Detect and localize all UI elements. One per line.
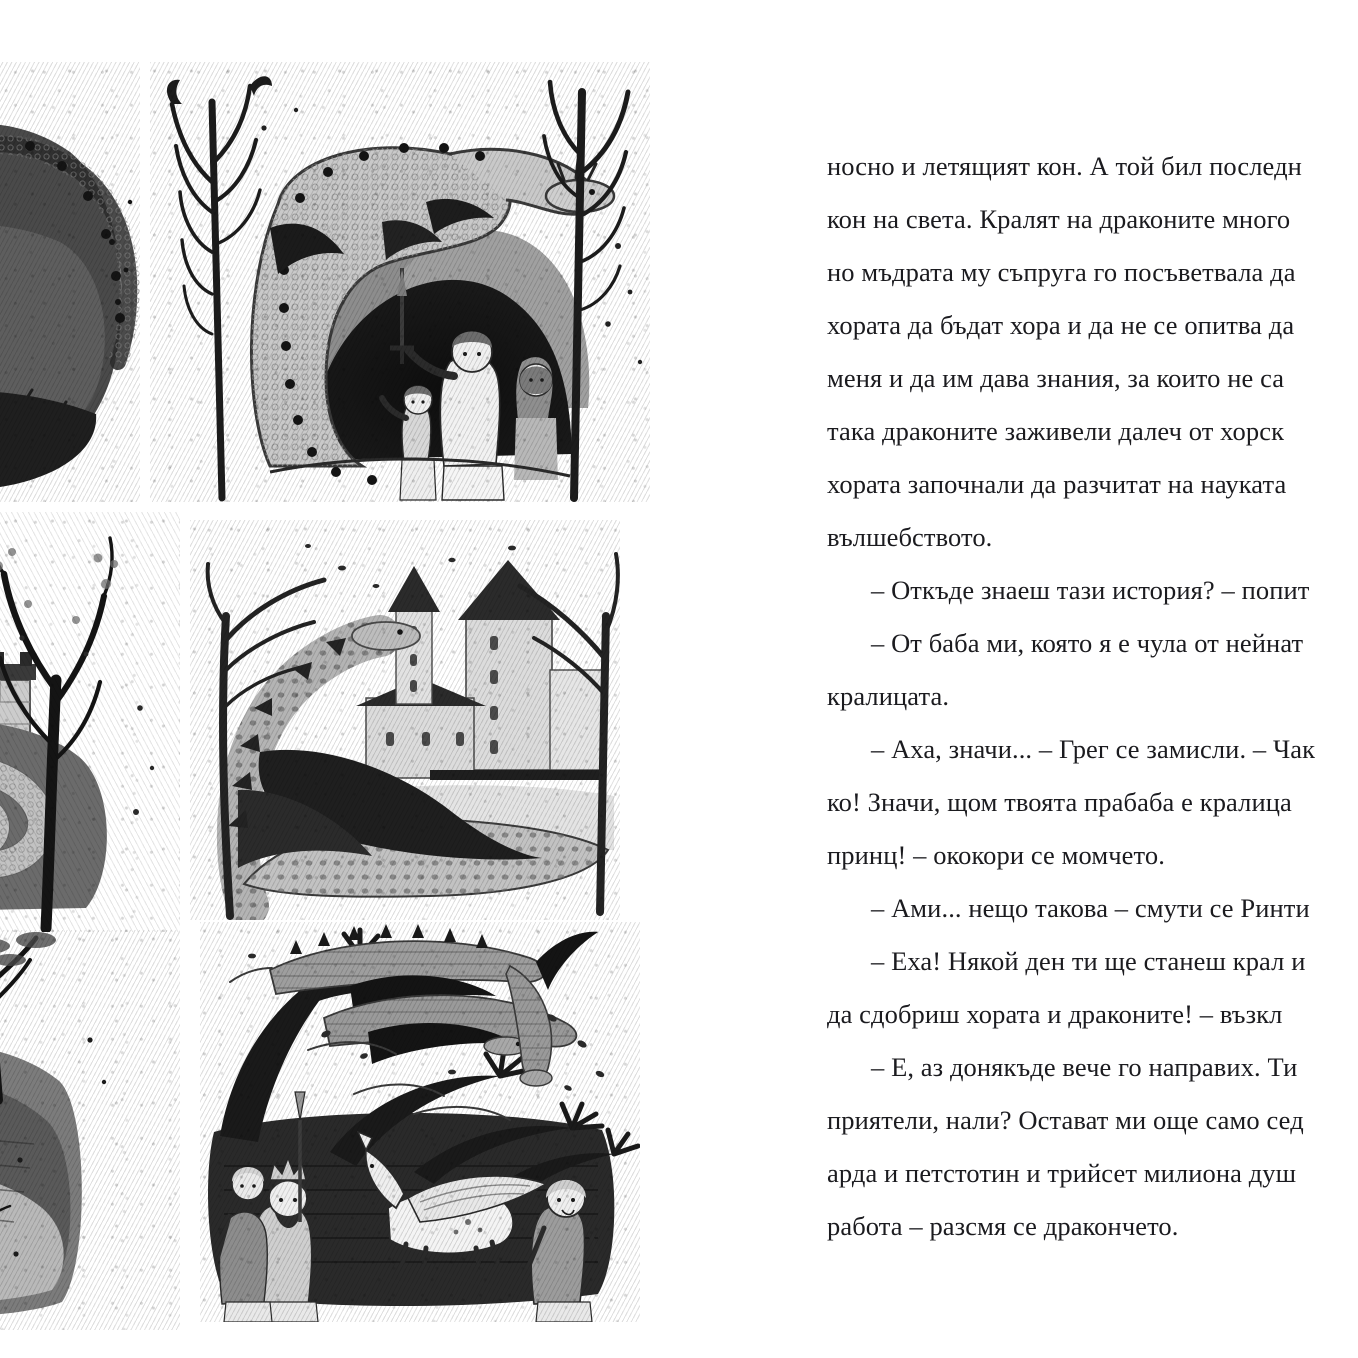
text-line: арда и петстотин и трийсет милиона душ <box>827 1158 1297 1188</box>
text-line: вълшебството. <box>827 522 993 552</box>
illustration-panel-bottom-right <box>200 922 640 1322</box>
text-line: – Аха, значи... – Грег се замисли. – Чак <box>871 734 1316 764</box>
text-line: ко! Значи, щом твоята прабаба е кралица <box>827 787 1292 817</box>
text-line: кралицата. <box>827 681 950 711</box>
text-line: – Еха! Някой ден ти ще станеш крал и <box>871 946 1306 976</box>
paragraph <box>827 617 1358 723</box>
body-text-column <box>827 140 1358 1253</box>
text-line: – Ами... нещо такова – смути се Ринти <box>871 893 1310 923</box>
text-line: кон на света. Кралят на драконите много <box>827 204 1291 234</box>
text-line: хората започнали да разчитат на науката <box>827 469 1287 499</box>
paragraph <box>827 882 1358 935</box>
text-line: така драконите заживели далеч от хорск <box>827 416 1285 446</box>
paragraph <box>827 564 1358 617</box>
text-line: принц! – ококори се момчето. <box>827 840 1165 870</box>
illustration-panel-bottom-left <box>0 930 180 1330</box>
paragraph <box>827 935 1358 1041</box>
text-line: носно и летящият кон. А той бил последн <box>827 151 1302 181</box>
text-line: – От баба ми, която я е чула от нейнат <box>871 628 1304 658</box>
illustration-panel-top-left <box>0 62 140 502</box>
paragraph <box>827 1041 1358 1253</box>
text-line: да сдобриш хората и драконите! – възкл <box>827 999 1283 1029</box>
text-line: хората да бъдат хора и да не се опитва да <box>827 310 1295 340</box>
text-line: – Откъде знаеш тази история? – попит <box>871 575 1310 605</box>
text-line: но мъдрата му съпруга го посъветвала да <box>827 257 1296 287</box>
text-line: работа – разсмя се дракончето. <box>827 1211 1179 1241</box>
illustration-panel-middle-left <box>0 512 180 932</box>
illustration-panel-top-right <box>150 62 650 502</box>
panel-middle-left-art <box>0 512 180 932</box>
text-line: меня и да им дава знания, за които не са <box>827 363 1285 393</box>
panel-top-left-art <box>0 62 140 502</box>
panel-bottom-right-art <box>200 922 640 1322</box>
text-line: – Е, аз донякъде вече го направих. Ти <box>871 1052 1298 1082</box>
text-line: приятели, нали? Остават ми още само сед <box>827 1105 1304 1135</box>
illustration-panel-middle-right <box>190 520 620 920</box>
paragraph <box>827 723 1358 882</box>
panel-top-right-art <box>150 62 650 502</box>
panel-bottom-left-art <box>0 930 180 1330</box>
paragraph <box>827 140 1358 564</box>
panel-middle-right-art <box>190 520 620 920</box>
